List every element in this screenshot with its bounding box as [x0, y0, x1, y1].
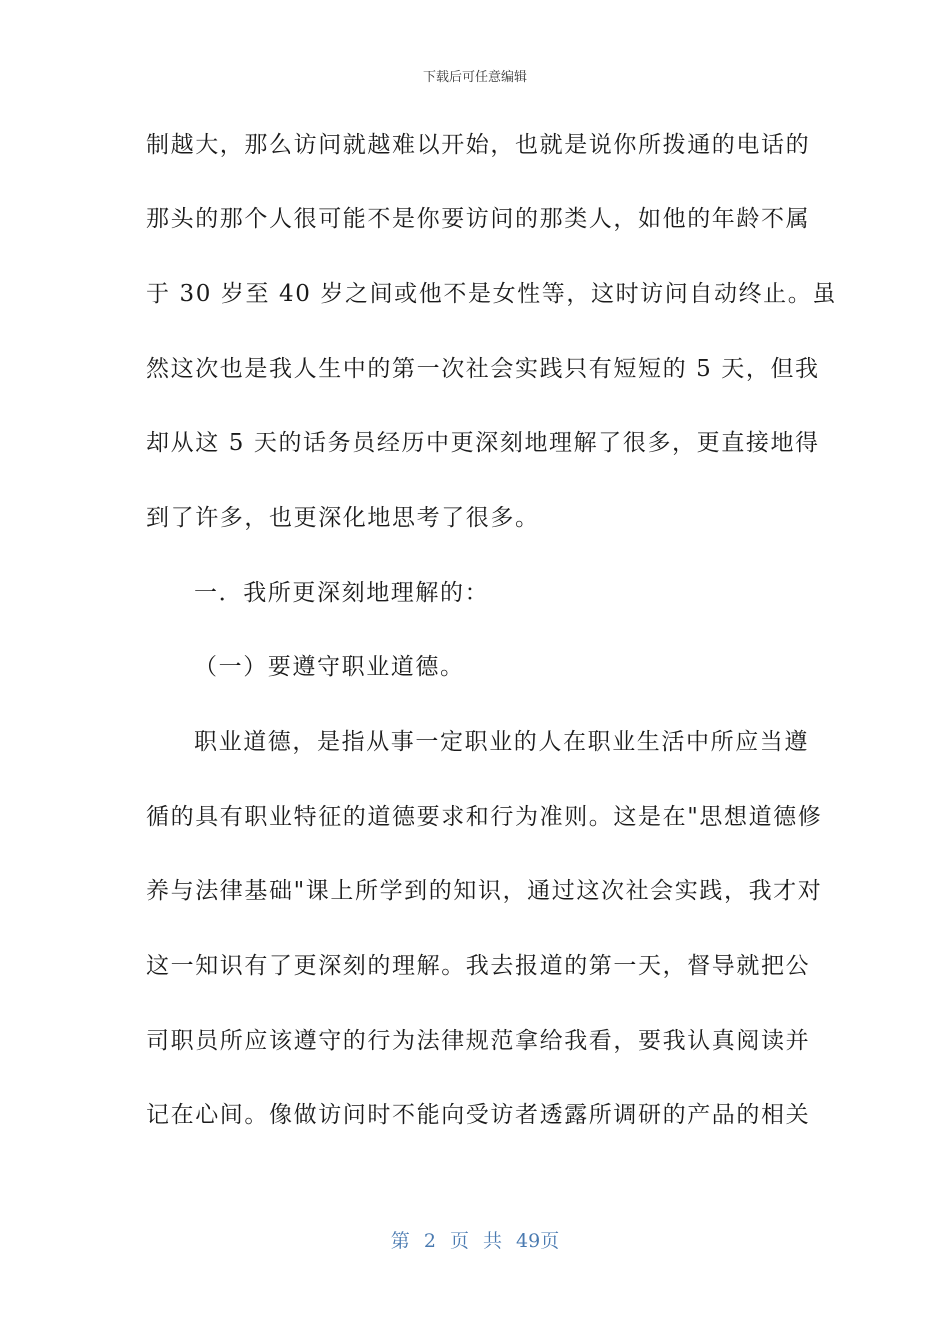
page-footer: 第 2 页 共 49页: [390, 1230, 560, 1252]
text-line: 司职员所应该遵守的行为法律规范拿给我看，要我认真阅读并: [146, 1028, 811, 1054]
text-line: 然这次也是我人生中的第一次社会实践只有短短的 5 天，但我: [146, 356, 820, 382]
text-line: 养与法律基础"课上所学到的知识，通过这次社会实践，我才对: [146, 878, 823, 904]
text-line: 职业道德，是指从事一定职业的人在职业生活中所应当遵: [194, 729, 809, 755]
text-line: 这一知识有了更深刻的理解。我去报道的第一天，督导就把公: [146, 953, 811, 979]
text-line: 循的具有职业特征的道德要求和行为准则。这是在"思想道德修: [146, 804, 823, 830]
text-line: 制越大，那么访问就越难以开始，也就是说你所拨通的电话的: [146, 132, 811, 158]
text-line: 那头的那个人很可能不是你要访问的那类人，如他的年龄不属: [146, 206, 811, 232]
section-heading: 一．我所更深刻地理解的：: [194, 580, 490, 606]
text-line: 于 30 岁至 40 岁之间或他不是女性等，这时访问自动终止。虽: [146, 281, 837, 307]
text-line: 却从这 5 天的话务员经历中更深刻地理解了很多，更直接地得: [146, 430, 820, 456]
subsection-heading: （一）要遵守职业道德。: [194, 654, 465, 680]
page-header: 下载后可任意编辑: [422, 70, 527, 85]
text-line: 到了许多，也更深化地思考了很多。: [146, 505, 540, 531]
text-line: 记在心间。像做访问时不能向受访者透露所调研的产品的相关: [146, 1102, 811, 1128]
